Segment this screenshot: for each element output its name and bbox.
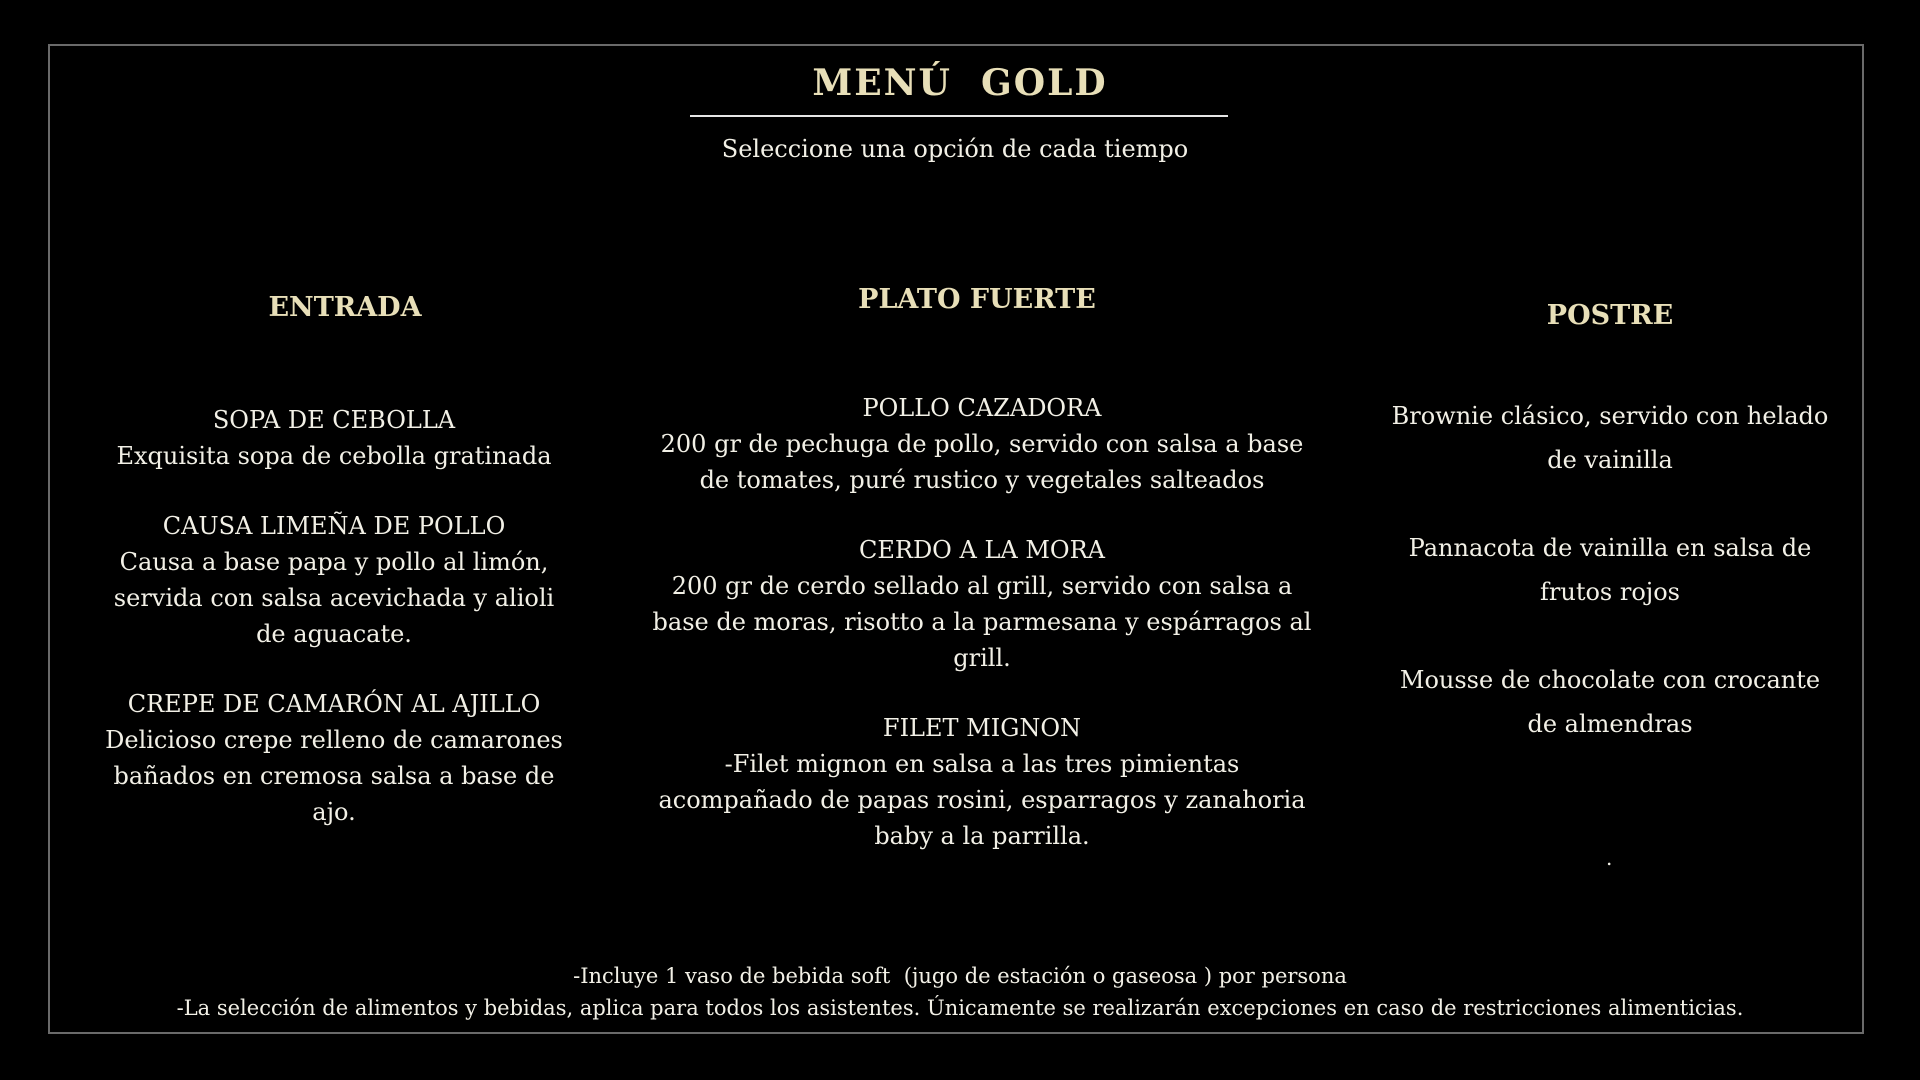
dish-name: SOPA DE CEBOLLA: [212, 406, 456, 434]
dish-description: Exquisita sopa de cebolla gratinada: [116, 442, 552, 470]
menu-item: [100, 686, 568, 830]
dish-description: 200 gr de cerdo sellado al grill, servido con salsa a base de moras, risotto a la parmesana y espárragos al grill.: [652, 572, 1312, 672]
entrada-list: [100, 402, 568, 864]
menu-subtitle: Seleccione una opción de cada tiempo: [721, 135, 1189, 163]
entrada-heading: ENTRADA: [268, 292, 422, 323]
dessert-item: Brownie clásico, servido con helado de vainilla: [1391, 402, 1829, 474]
dessert-item: Pannacota de vainilla en salsa de frutos rojos: [1408, 534, 1812, 606]
footer-note-policy: -La selección de alimentos y bebidas, aplica para todos los asistentes. Únicamente se realizarán excepciones en caso de restricciones alimenticias.: [176, 996, 1744, 1020]
dish-description: Delicioso crepe relleno de camarones bañados en cremosa salsa a base de ajo.: [105, 726, 563, 826]
footer-note-beverage: -Incluye 1 vaso de bebida soft (jugo de estación o gaseosa ) por persona: [573, 964, 1347, 988]
dish-name: FILET MIGNON: [882, 714, 1082, 742]
menu-item: [100, 508, 568, 652]
dish-description: 200 gr de pechuga de pollo, servido con salsa a base de tomates, puré rustico y vegetales salteados: [660, 430, 1304, 494]
dessert-item: Mousse de chocolate con crocante de almendras: [1399, 666, 1821, 738]
plato-fuerte-list: [650, 390, 1314, 888]
dish-description: -Filet mignon en salsa a las tres pimientas acompañado de papas rosini, esparragos y zanahoria baby a la parrilla.: [658, 750, 1306, 850]
postre-heading: POSTRE: [1546, 300, 1674, 331]
menu-title: MENÚ GOLD: [812, 62, 1108, 104]
menu-item: [650, 532, 1314, 676]
menu-item: [650, 710, 1314, 854]
menu-item: [100, 402, 568, 474]
title-divider: [690, 115, 1228, 117]
dish-name: POLLO CAZADORA: [862, 394, 1102, 422]
dish-description: Causa a base papa y pollo al limón, servida con salsa acevichada y alioli de aguacate.: [113, 548, 555, 648]
stray-dot: .: [1606, 846, 1613, 870]
plato-fuerte-heading: PLATO FUERTE: [858, 284, 1096, 315]
menu-item: [650, 390, 1314, 498]
postre-list: [1390, 394, 1830, 790]
dish-name: CERDO A LA MORA: [858, 536, 1105, 564]
dish-name: CREPE DE CAMARÓN AL AJILLO: [127, 690, 541, 718]
dish-name: CAUSA LIMEÑA DE POLLO: [162, 512, 506, 540]
